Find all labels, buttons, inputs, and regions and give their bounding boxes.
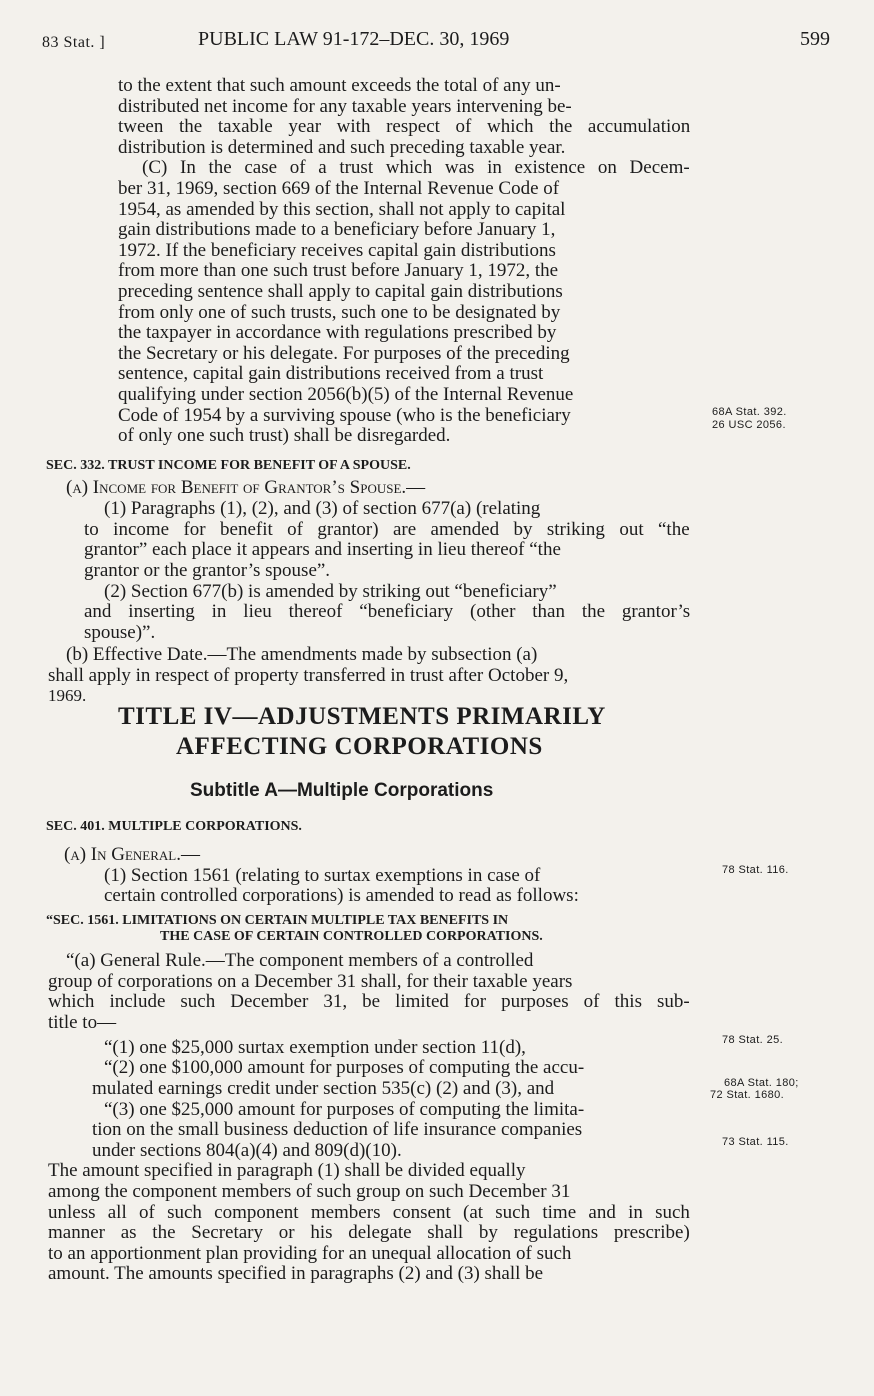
margin-note: 73 Stat. 115. [722, 1136, 789, 1148]
header-title: PUBLIC LAW 91-172–DEC. 30, 1969 [198, 28, 510, 50]
text-line: (1) Section 1561 (relating to surtax exemptions in case of [104, 865, 541, 886]
text-line: The amount specified in paragraph (1) shall be divided equally [48, 1160, 526, 1181]
text-line: tween the taxable year with respect of which the accumulation [118, 116, 691, 137]
title-line-1: TITLE IV—ADJUSTMENTS PRIMARILY [118, 703, 606, 730]
text-line: (b) Effective Date.—The amendments made by subsection (a) [66, 644, 538, 665]
text-line: (C) In the case of a trust which was in existence on Decem- [142, 157, 690, 178]
text-line: (2) Section 677(b) is amended by striking out “beneficiary” [104, 581, 557, 602]
text-line: group of corporations on a December 31 shall, for their taxable years [48, 971, 573, 992]
text-line: to an apportionment plan providing for an unequal allocation of such [48, 1243, 572, 1264]
margin-note: 68A Stat. 392. [712, 406, 787, 418]
section-heading: SEC. 332. TRUST INCOME FOR BENEFIT OF A SPOUSE. [46, 458, 411, 473]
text-line: among the component members of such group on such December 31 [48, 1181, 571, 1202]
text-line: “(3) one $25,000 amount for purposes of computing the limita- [104, 1099, 585, 1120]
margin-note: 68A Stat. 180; [724, 1077, 799, 1089]
text-line: from more than one such trust before January 1, 1972, the [118, 260, 559, 281]
text-line: of only one such trust) shall be disregarded. [118, 425, 451, 446]
margin-note: 78 Stat. 25. [722, 1034, 784, 1046]
text-line: “(a) General Rule.—The component members of a controlled [66, 950, 534, 971]
text-line: 1954, as amended by this section, shall not apply to capital [118, 199, 566, 220]
margin-note: 26 USC 2056. [712, 419, 786, 431]
subtitle: Subtitle A—Multiple Corporations [190, 780, 494, 801]
text-line: amount. The amounts specified in paragraphs (2) and (3) shall be [48, 1263, 544, 1284]
title-line-2: AFFECTING CORPORATIONS [176, 733, 543, 760]
text-line: the taxpayer in accordance with regulations prescribed by [118, 322, 557, 343]
text-line: 1972. If the beneficiary receives capital gain distributions [118, 240, 556, 261]
text-line: qualifying under section 2056(b)(5) of the Internal Revenue [118, 384, 574, 405]
text-line: preceding sentence shall apply to capital gain distributions [118, 281, 563, 302]
text-line: ber 31, 1969, section 669 of the Internal Revenue Code of [118, 178, 560, 199]
section-heading: SEC. 401. MULTIPLE CORPORATIONS. [46, 819, 302, 834]
header-statute-ref: 83 Stat. ] [42, 34, 106, 51]
text-line: mulated earnings credit under section 535(c) (2) and (3), and [92, 1078, 555, 1099]
text-line: grantor” each place it appears and inserting in lieu thereof “the [84, 539, 561, 560]
text-line: gain distributions made to a beneficiary before January 1, [118, 219, 556, 240]
text-line: certain controlled corporations) is amended to read as follows: [104, 885, 579, 906]
text-line: distributed net income for any taxable years intervening be- [118, 96, 572, 117]
section-heading: “SEC. 1561. LIMITATIONS ON CERTAIN MULTIPLE TAX BENEFITS IN [46, 913, 509, 928]
text-line: manner as the Secretary or his delegate shall by regulations prescribe) [48, 1222, 690, 1243]
text-line: from only one of such trusts, such one to be designated by [118, 302, 561, 323]
text-line: distribution is determined and such preceding taxable year. [118, 137, 566, 158]
text-line: Code of 1954 by a surviving spouse (who is the beneficiary [118, 405, 571, 426]
section-heading: THE CASE OF CERTAIN CONTROLLED CORPORATIONS. [160, 929, 543, 944]
text-line: under sections 804(a)(4) and 809(d)(10). [92, 1140, 402, 1161]
page-number: 599 [800, 28, 830, 50]
text-line: to the extent that such amount exceeds the total of any un- [118, 75, 561, 96]
subsection-heading: (a) In General.— [64, 844, 200, 865]
text-line: sentence, capital gain distributions received from a trust [118, 363, 544, 384]
text-line: title to— [48, 1012, 117, 1033]
text-line: unless all of such component members consent (at such time and in such [48, 1202, 690, 1223]
text-line: 1969. [48, 686, 87, 705]
text-line: shall apply in respect of property transferred in trust after October 9, [48, 665, 569, 686]
text-line: (1) Paragraphs (1), (2), and (3) of section 677(a) (relating [104, 498, 541, 519]
text-line: “(1) one $25,000 surtax exemption under section 11(d), [104, 1037, 526, 1058]
text-line: tion on the small business deduction of life insurance companies [92, 1119, 583, 1140]
text-line: and inserting in lieu thereof “beneficiary (other than the grantor’s [84, 601, 691, 622]
margin-note: 72 Stat. 1680. [710, 1089, 785, 1101]
text-line: the Secretary or his delegate. For purposes of the preceding [118, 343, 570, 364]
text-line: “(2) one $100,000 amount for purposes of computing the accu- [104, 1057, 585, 1078]
text-line: to income for benefit of grantor) are amended by striking out “the [84, 519, 690, 540]
subsection-heading: (a) Income for Benefit of Grantor’s Spouse.— [66, 477, 426, 498]
text-line: grantor or the grantor’s spouse”. [84, 560, 331, 581]
margin-note: 78 Stat. 116. [722, 864, 789, 876]
text-line: which include such December 31, be limited for purposes of this sub- [48, 991, 690, 1012]
text-line: spouse)”. [84, 622, 156, 643]
